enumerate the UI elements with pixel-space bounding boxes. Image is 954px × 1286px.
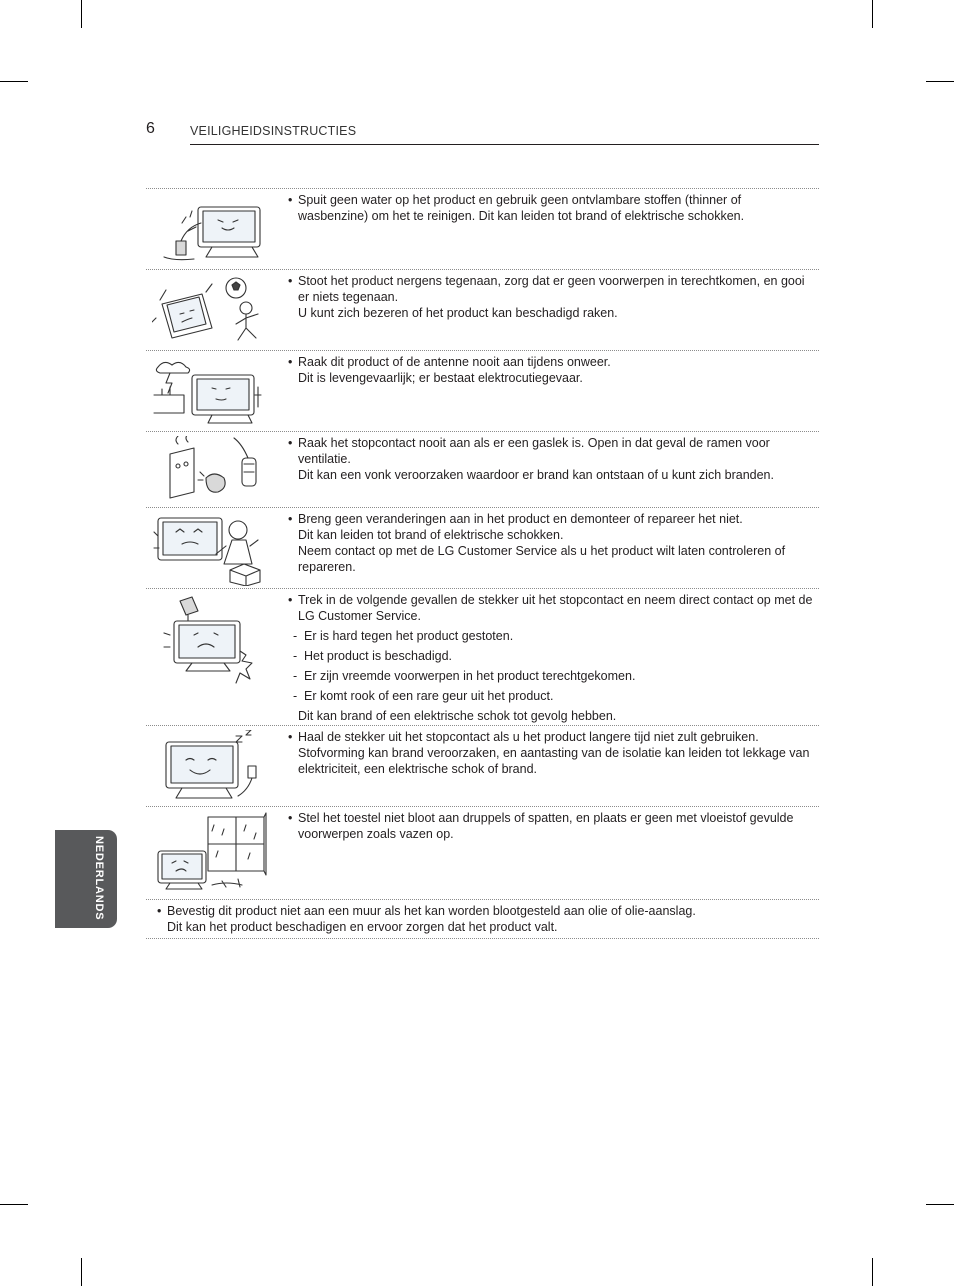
instruction-note: Dit kan het product beschadigen en ervoor zorgen dat het product valt. xyxy=(167,920,558,934)
instruction-text xyxy=(157,903,813,935)
header-divider xyxy=(190,144,819,145)
instruction-text xyxy=(288,810,813,842)
crop-mark xyxy=(926,1204,954,1205)
ball-impact-icon xyxy=(152,274,268,346)
crop-mark xyxy=(0,1204,28,1205)
instruction-row xyxy=(146,507,819,588)
instruction-row xyxy=(146,588,819,725)
instruction-row xyxy=(146,188,819,269)
sleeping-tv-icon xyxy=(152,730,268,804)
instruction-row xyxy=(146,806,819,900)
safety-instructions-table xyxy=(146,188,819,900)
instruction-note: Neem contact op met de LG Customer Service als u het product wilt laten controleren of repareren. xyxy=(298,544,786,574)
instruction-bullet: • Haal de stekker uit het stopcontact als u het product langere tijd niet zult gebruiken. Stofvorming kan brand veroorzaken, en aantasting van de isolatie kan leiden tot lekkage van elektriciteit, een elektrische schok of brand. xyxy=(288,729,813,777)
language-tab xyxy=(55,830,117,928)
instruction-bullet: • Breng geen veranderingen aan in het product en demonteer of repareer het niet. xyxy=(288,511,813,527)
instruction-bullet: • Raak dit product of de antenne nooit aan tijdens onweer. xyxy=(288,354,813,370)
instruction-text xyxy=(288,435,813,483)
crop-mark xyxy=(872,1258,873,1286)
instruction-note: U kunt zich bezeren of het product kan beschadigd raken. xyxy=(298,306,618,320)
instruction-note: Dit is levengevaarlijk; er bestaat elektrocutiegevaar. xyxy=(298,371,583,385)
instruction-row xyxy=(146,269,819,350)
instruction-bullet: • Bevestig dit product niet aan een muur als het kan worden blootgesteld aan olie of olie-aanslag. xyxy=(157,903,813,919)
repair-person-icon xyxy=(152,512,268,586)
thunderstorm-antenna-icon xyxy=(152,355,268,427)
instruction-text xyxy=(288,192,813,224)
gas-leak-outlet-icon xyxy=(152,436,268,504)
instruction-row xyxy=(146,431,819,507)
instruction-note: Dit kan een vonk veroorzaken waardoor er brand kan ontstaan of u kunt zich branden. xyxy=(298,468,774,482)
instruction-text xyxy=(288,354,813,386)
instruction-text xyxy=(288,729,813,777)
instruction-note: Dit kan brand of een elektrische schok tot gevolg hebben. xyxy=(298,709,617,723)
instruction-note: Dit kan leiden tot brand of elektrische schokken. xyxy=(298,528,564,542)
crop-mark xyxy=(81,0,82,28)
instruction-text xyxy=(288,511,813,575)
unplug-tv-icon xyxy=(152,593,268,693)
instruction-bullet: • Trek in de volgende gevallen de stekker uit het stopcontact en neem direct contact op met de LG Customer Service. xyxy=(288,592,813,624)
rain-window-icon xyxy=(152,811,268,895)
instruction-bullet: • Stel het toestel niet bloot aan druppels of spatten, en plaats er geen met vloeistof gevulde voorwerpen zoals vazen op. xyxy=(288,810,813,842)
instruction-subitem: - Er komt rook of een rare geur uit het product. xyxy=(288,688,813,704)
instruction-bullet: • Raak het stopcontact nooit aan als er een gaslek is. Open in dat geval de ramen voor ventilatie. xyxy=(288,435,813,467)
instruction-text xyxy=(288,273,813,321)
language-tab-label: NEDERLANDS xyxy=(93,836,105,921)
instruction-row xyxy=(146,725,819,806)
instruction-subitem: - Er zijn vreemde voorwerpen in het product terechtgekomen. xyxy=(288,668,813,684)
instruction-row xyxy=(146,350,819,431)
instruction-row-final xyxy=(146,899,819,939)
crop-mark xyxy=(81,1258,82,1286)
crop-mark xyxy=(0,81,28,82)
instruction-bullet: • Spuit geen water op het product en gebruik geen ontvlambare stoffen (thinner of wasbenzine) om het te reinigen. Dit kan leiden tot brand of elektrische schokken. xyxy=(288,192,813,224)
crop-mark xyxy=(872,0,873,28)
section-title: VEILIGHEIDSINSTRUCTIES xyxy=(190,124,357,138)
crop-mark xyxy=(926,81,954,82)
instruction-text xyxy=(288,592,813,724)
page-number: 6 xyxy=(146,120,155,137)
instruction-subitem: - Er is hard tegen het product gestoten. xyxy=(288,628,813,644)
instruction-subitem: - Het product is beschadigd. xyxy=(288,648,813,664)
instruction-bullet: • Stoot het product nergens tegenaan, zorg dat er geen voorwerpen in terechtkomen, en gooi er niets tegenaan. xyxy=(288,273,813,305)
water-spray-icon xyxy=(152,193,268,265)
